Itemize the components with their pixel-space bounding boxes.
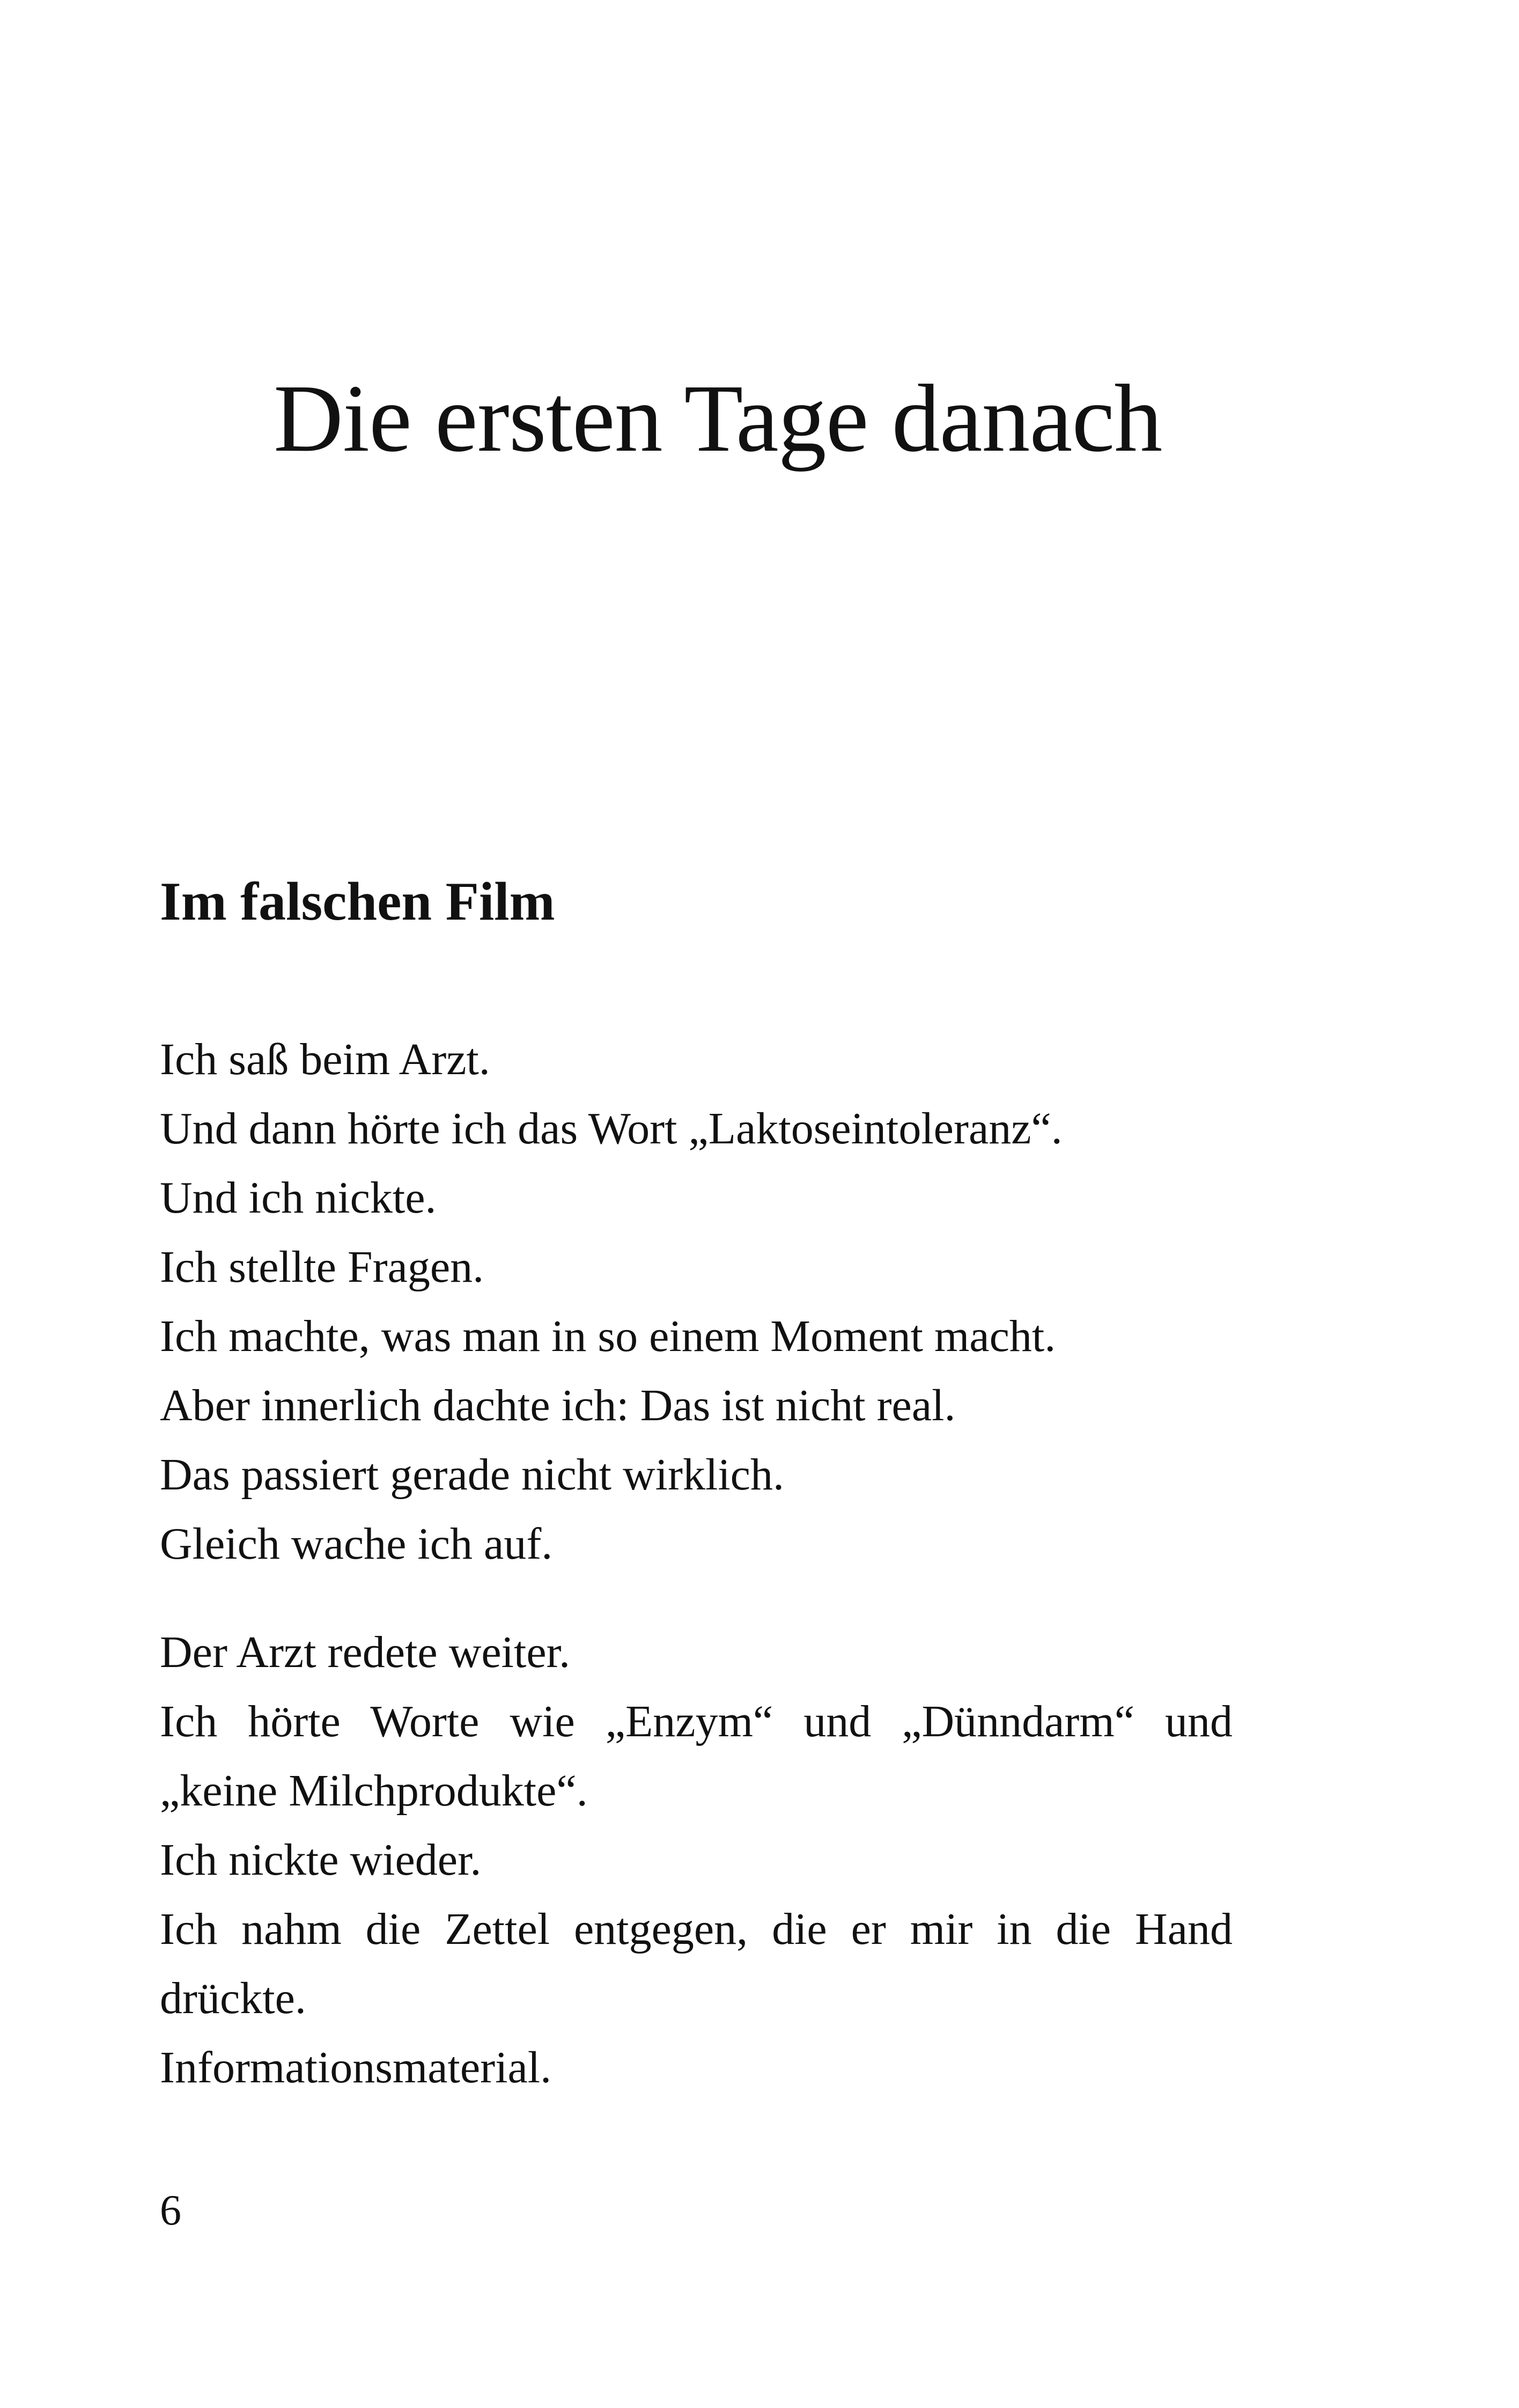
text-line: Und dann hörte ich das Wort „Laktoseintoleranz“.	[160, 1104, 1063, 1154]
text-line: drückte.	[160, 1973, 306, 2023]
text-line: Ich hörte Worte wie „Enzym“ und „Dünndarm“ und	[160, 1697, 1233, 1746]
text-line: Und ich nickte.	[160, 1173, 437, 1223]
text-line: „keine Milchprodukte“.	[160, 1766, 588, 1816]
text-line: Ich nahm die Zettel entgegen, die er mir in die Hand	[160, 1904, 1233, 1954]
text-line: Ich machte, was man in so einem Moment macht.	[160, 1311, 1056, 1361]
paragraph-1	[160, 1025, 1233, 1579]
text-line: Ich nickte wieder.	[160, 1835, 482, 1885]
paragraph-2	[160, 1618, 1233, 2102]
page-number: 6	[160, 2187, 181, 2234]
text-line: Der Arzt redete weiter.	[160, 1627, 570, 1677]
text-line: Informationsmaterial.	[160, 2043, 552, 2093]
chapter-title: Die ersten Tage danach	[274, 365, 1162, 472]
text-line: Das passiert gerade nicht wirklich.	[160, 1450, 784, 1500]
text-line: Aber innerlich dachte ich: Das ist nicht real.	[160, 1381, 956, 1430]
text-line: Ich stellte Fragen.	[160, 1242, 484, 1292]
text-line: Gleich wache ich auf.	[160, 1519, 553, 1569]
text-line: Ich saß beim Arzt.	[160, 1034, 490, 1084]
section-heading: Im falschen Film	[160, 871, 555, 932]
